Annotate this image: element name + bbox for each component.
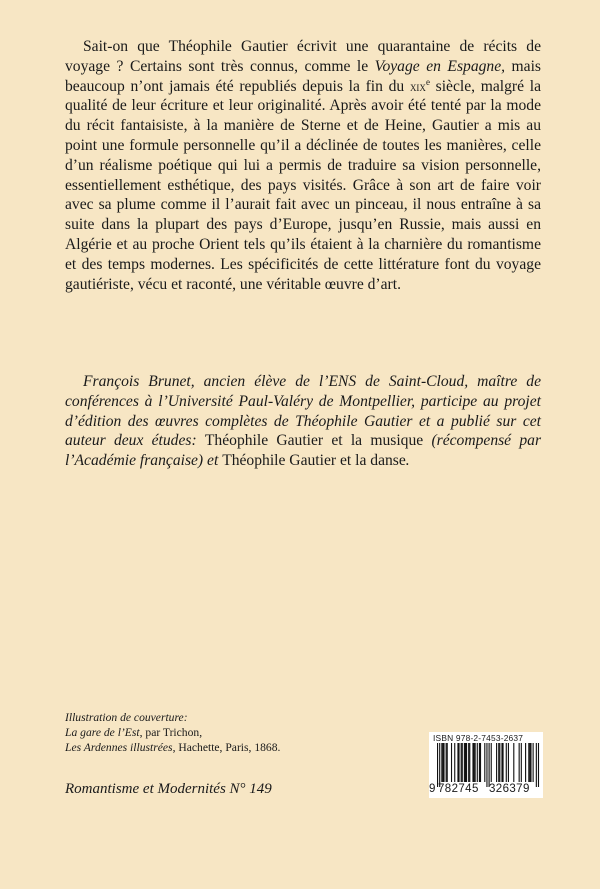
isbn-digit-first: 9 <box>429 783 436 795</box>
isbn-label: ISBN 978-2-7453-2637 <box>433 733 524 743</box>
author-bio <box>65 372 541 471</box>
barcode-bar <box>474 743 475 782</box>
barcode-bar <box>441 743 442 782</box>
barcode-bar <box>491 743 492 782</box>
century-superscript: e <box>425 76 430 87</box>
barcode-bar <box>458 743 459 782</box>
barcode-bar <box>501 743 502 782</box>
barcode-bar <box>498 743 499 782</box>
book-title-voyage-en-espagne: Voyage en Espagne, <box>374 57 506 75</box>
barcode-bar <box>536 743 537 787</box>
barcode-bar <box>530 743 531 782</box>
author-bio-text-2: (récompensé par l’Académie française) et <box>65 432 542 470</box>
barcode-bar <box>484 743 485 782</box>
isbn-digits-left: 782745 <box>438 783 479 795</box>
blurb-text-2: mais beaucoup n’ont jamais été republiés depuis la fin du <box>65 57 541 95</box>
barcode-bar <box>489 743 490 787</box>
barcode-bar <box>457 743 458 782</box>
credit-heading: Illustration de couverture: <box>65 711 188 724</box>
barcode-bar <box>533 743 534 782</box>
barcode-bar <box>475 743 476 782</box>
barcode-bar <box>442 743 443 782</box>
isbn-barcode-block <box>429 732 543 798</box>
barcode-bar <box>496 743 497 782</box>
barcode-bar <box>486 743 487 787</box>
blurb-text-3: siècle, malgré la qualité de leur écriture et leur originalité. Après avoir été tenté par la mode du récit fantaisiste, à la manière de Sterne et de Heine, Gautier a mis au point une formule personnelle qu’il a déclinée de toutes les manières, celle d’un réalisme poétique qui lui a permis de traduire sa vision personnelle, essentiellement esthétique, des pays visités. Grâce à son art de faire voir avec sa plume comme il l’aurait fait avec un pinceau, il nous entraîne à sa suite dans la plupart des pays d’Europe, jusqu’en Russie, mais aussi en Algérie et au proche Orient tels qu’ils étaient à la charnière du romantisme et des temps modernes. Les spécificités de cette littérature font du voyage gautiériste, vécu et raconté, une véritable œuvre d’art. <box>65 77 541 293</box>
barcode-bar <box>447 743 448 782</box>
barcode-bar <box>525 743 526 782</box>
blurb-paragraph <box>65 37 541 294</box>
barcode-bar <box>462 743 463 782</box>
credit-source-line <box>65 740 385 755</box>
barcode-bar <box>479 743 480 782</box>
barcode-bar <box>443 743 444 782</box>
barcode-bar <box>502 743 503 782</box>
barcode-bar <box>472 743 473 782</box>
credit-work-line <box>65 725 385 740</box>
barcode-bar <box>521 743 522 782</box>
barcode-bar <box>499 743 500 782</box>
barcode-bar <box>451 743 452 782</box>
credit-source-rest: , Hachette, Paris, 1868. <box>172 741 281 754</box>
barcode-bar <box>439 743 440 787</box>
author-bio-text-1: François Brunet, ancien élève de l’ENS de Saint-Cloud, maître de conférences à l’Université Paul-Valéry de Montpellier, participe au projet d’édition des œuvres complètes de Théophile Gautier et a publié sur cet auteur deux études: <box>65 373 541 450</box>
barcode-bar <box>461 743 462 782</box>
author-bio-text-3: . <box>405 452 410 470</box>
barcode-bar <box>446 743 447 782</box>
barcode-bar <box>480 743 481 782</box>
author-book-title-musique: Théophile Gautier et la musique <box>204 432 424 450</box>
barcode-bar <box>466 743 467 782</box>
barcode-bar <box>529 743 530 782</box>
cover-illustration-credit <box>65 710 385 755</box>
barcode-bar <box>513 743 514 782</box>
credit-work-title: La gare de l’Est <box>65 726 140 739</box>
barcode-bar <box>538 743 539 787</box>
barcode-icon <box>429 743 543 787</box>
author-book-title-danse: Théophile Gautier et la danse <box>222 452 406 470</box>
series-title: Romantisme et Modernités N° 149 <box>65 781 272 797</box>
credit-source-title: Les Ardennes illustrées <box>65 741 173 754</box>
blurb-text-1: Sait-on que Théophile Gautier écrivit une quarantaine de récits de voyage ? Certains sont très connus, comme le <box>65 38 541 75</box>
barcode-bar <box>454 743 455 782</box>
credit-work-author: , par Trichon, <box>139 726 203 739</box>
barcode-bar <box>528 743 529 782</box>
barcode-bar <box>469 743 470 782</box>
barcode-bar <box>508 743 509 782</box>
century-numeral: xix <box>409 78 426 94</box>
barcode-bar <box>506 743 507 782</box>
barcode-bar <box>465 743 466 782</box>
isbn-digits-right: 326379 <box>489 783 530 795</box>
barcode-bar <box>437 743 438 787</box>
barcode-bar <box>468 743 469 782</box>
barcode-bar <box>477 743 478 782</box>
barcode-bar <box>464 743 465 782</box>
barcode-bar <box>519 743 520 782</box>
